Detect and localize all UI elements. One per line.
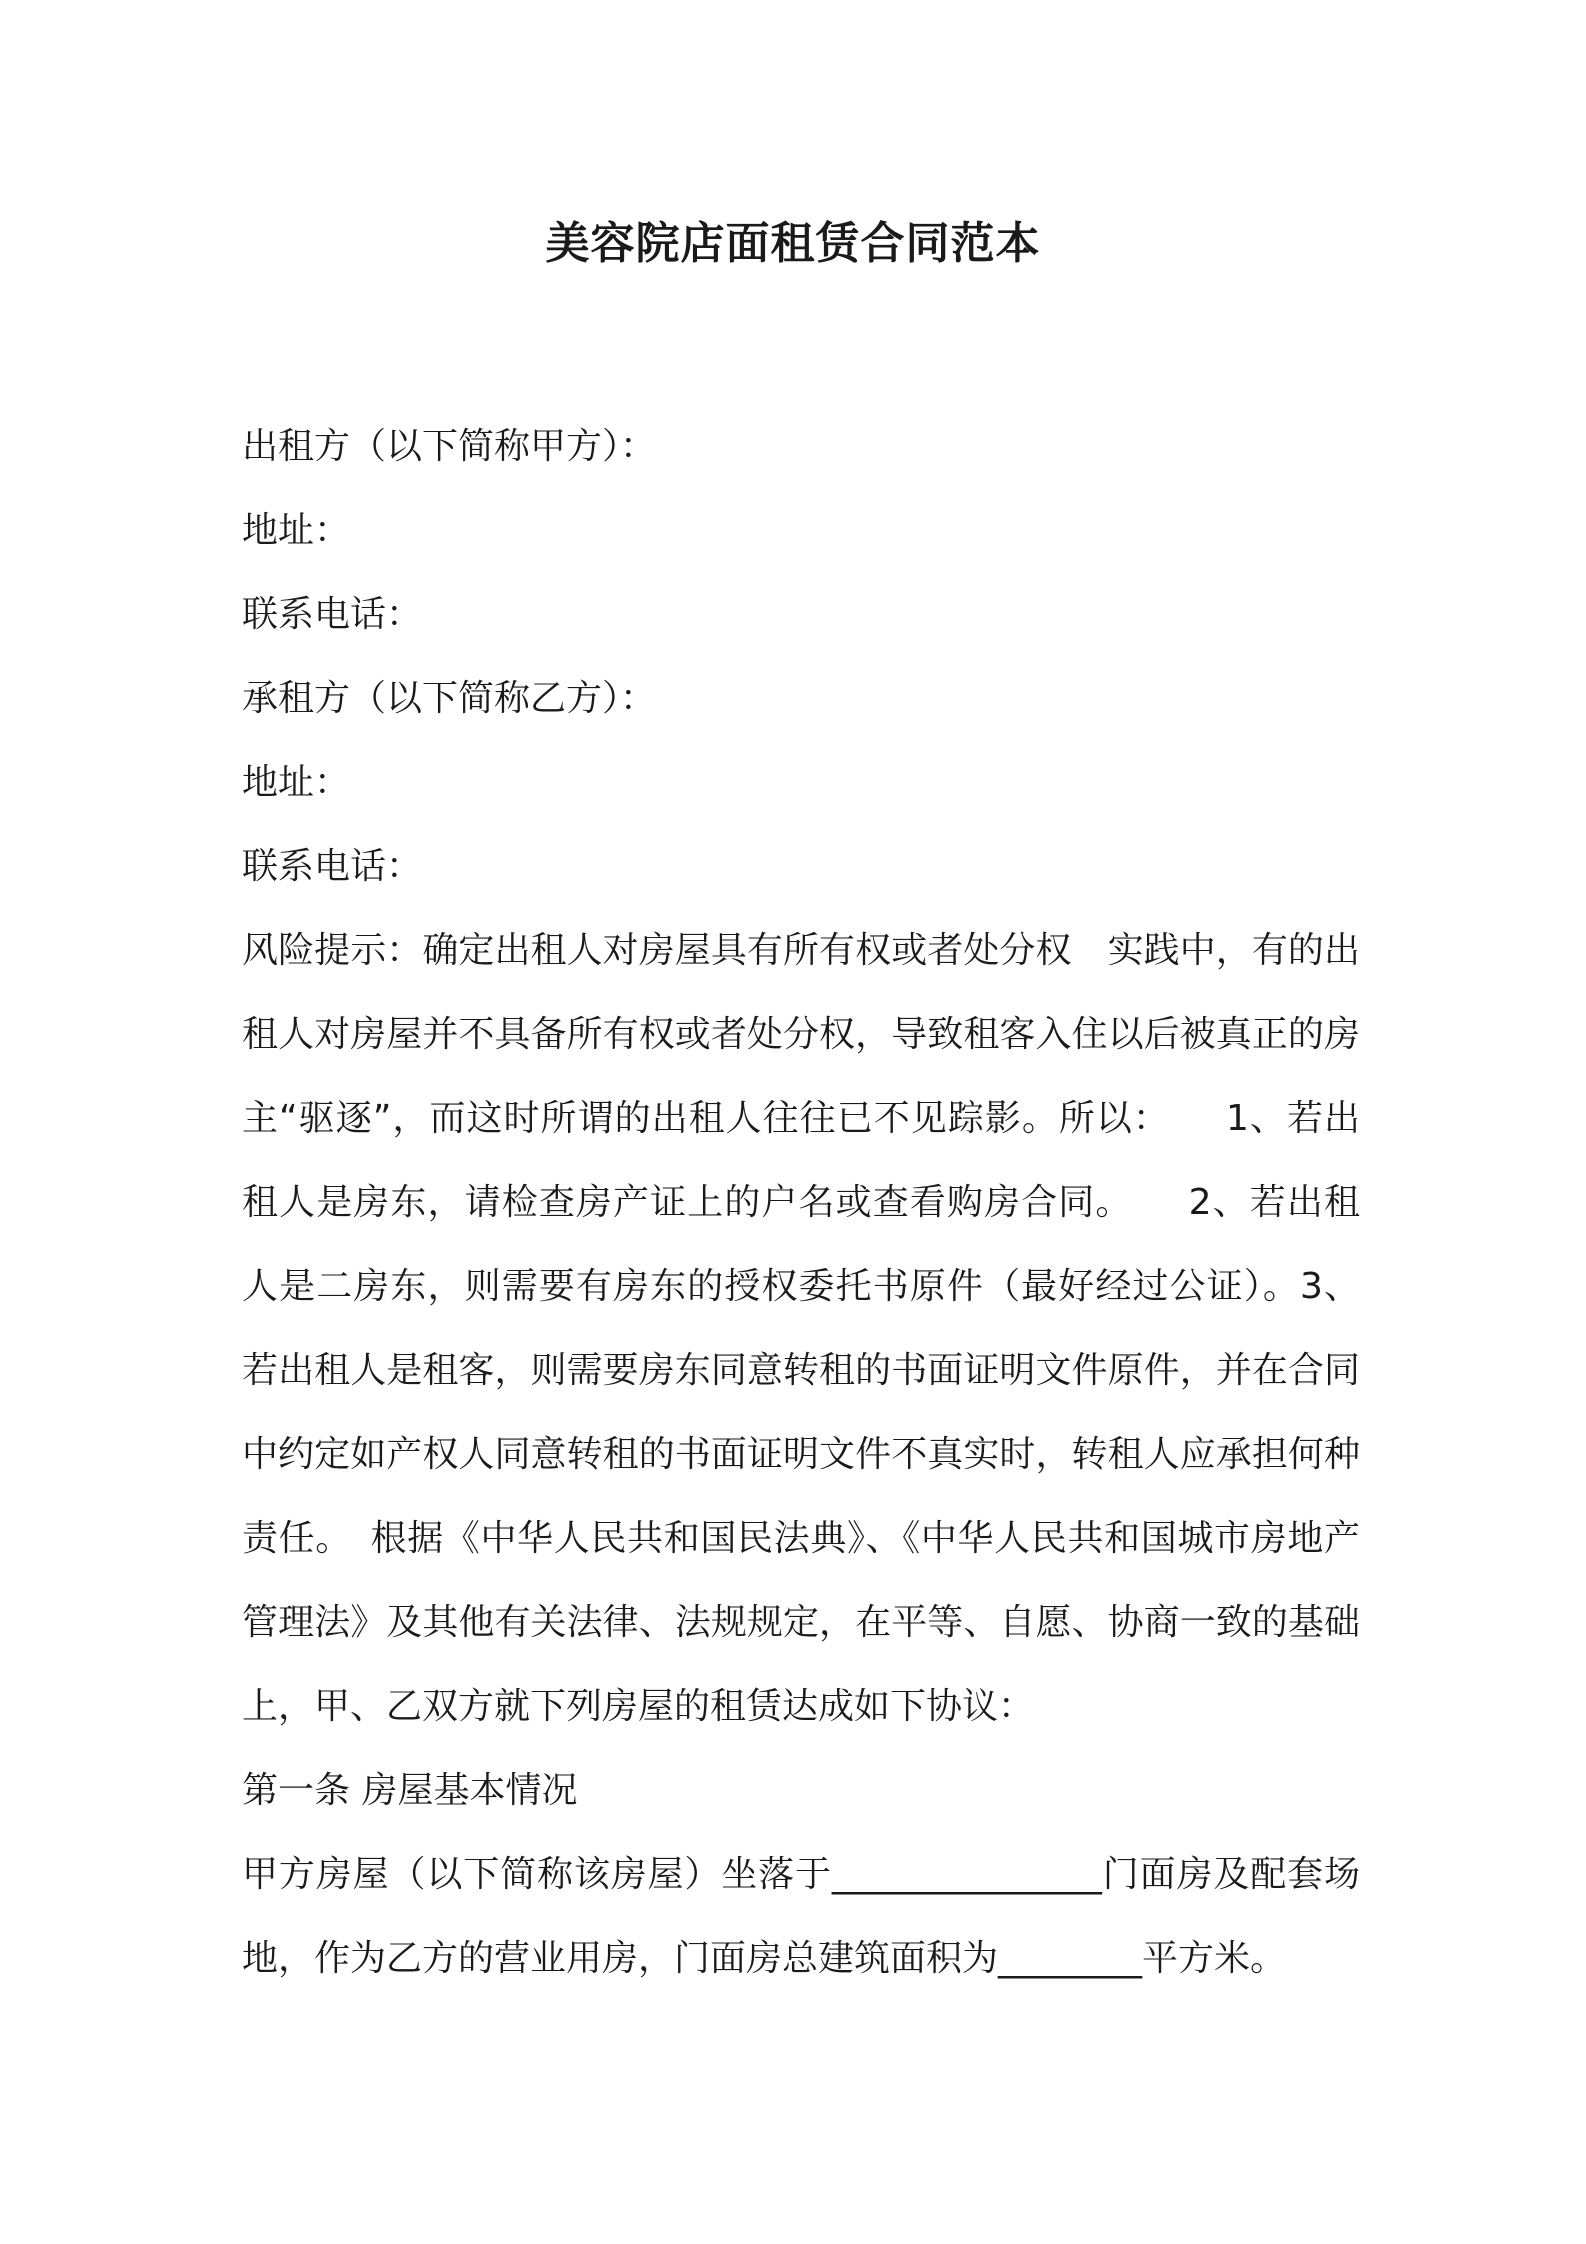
lessor-address-line: 地址： — [242, 510, 351, 551]
lessor-line: 出租方（以下简称甲方）： — [242, 426, 657, 467]
lessee-line: 承租方（以下简称乙方）： — [242, 678, 657, 719]
article-one-heading: 第一条 房屋基本情况 — [242, 1770, 578, 1811]
article-one-paragraph: 甲方房屋（以下简称该房屋）坐落于_______________门面房及配套场地，作为乙方的营业用房，门面房总建筑面积为________平方米。 — [242, 1854, 1360, 1979]
risk-notice-paragraph: 风险提示：确定出租人对房屋具有所有权或者处分权 实践中，有的出租人对房屋并不具备所有权或者处分权，导致租客入住以后被真正的房主“驱逐”，而这时所谓的出租人往往已不见踪影。所以： 1、若出租人是房东，请检查房产证上的户名或查看购房合同。 2、若出租人是二房东，则需要有房东的授权委托书原件（最好经过公证）。3、若出租人是租客，则需要房东同意转租的书面证明文件原件，并在合同中约定如产权人同意转租的书面证明文件不真实时，转租人应承担何种责任。 根据《中华人民共和国民法典》、《中华人民共和国城市房地产管理法》及其他有关法律、法规规定，在平等、自愿、协商一致的基础上，甲、乙双方就下列房屋的租赁达成如下协议： — [242, 930, 1360, 1727]
document-title: 美容院店面租赁合同范本 — [545, 218, 1041, 269]
lessee-address-line: 地址： — [242, 762, 351, 803]
lessor-phone-line: 联系电话： — [242, 594, 423, 635]
lessee-phone-line: 联系电话： — [242, 846, 423, 887]
document-body — [242, 405, 1360, 2001]
